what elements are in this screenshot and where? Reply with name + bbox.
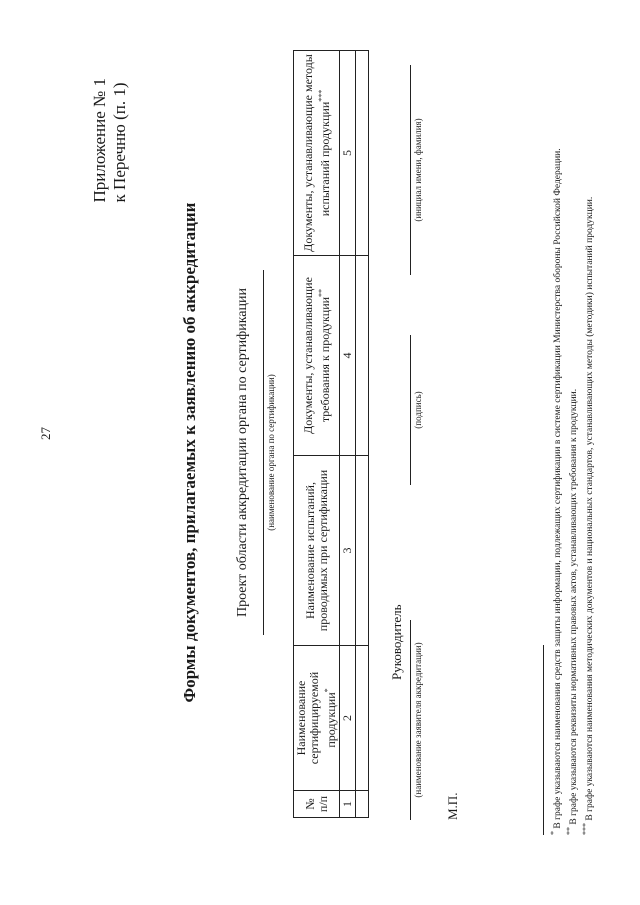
footnote-text: В графе указываются наименования методических документов и национальных стандартов, устанавливающих методы (методики) испытаний продукции. <box>585 196 596 821</box>
appendix-reference <box>90 78 130 202</box>
name-line <box>410 65 411 275</box>
column-number-cell: 5 <box>340 51 356 256</box>
project-label: Проект области аккредитации органа по сертификации <box>235 288 250 617</box>
header-cell-tests <box>294 456 340 646</box>
column-number-cell: 4 <box>340 256 356 456</box>
header-text: Наименование сертифицируемой продукции <box>294 671 338 765</box>
table-cell <box>356 51 369 256</box>
project-underline <box>263 270 264 635</box>
signature-line <box>410 335 411 485</box>
table-cell <box>356 646 369 791</box>
footnote-text: В графе указываются реквизиты нормативных правовых актов, устанавливающих требования к продукции. <box>569 388 580 825</box>
appendix-line-1: Приложение № 1 <box>90 78 109 203</box>
table-row <box>340 51 356 818</box>
header-text: Документы, устанавливающие требования к продукции <box>300 277 332 434</box>
header-cell-requirements <box>294 256 340 456</box>
signatory-role: Руководитель <box>389 604 404 680</box>
header-text: Наименование испытаний, проводимых при сертификации <box>302 469 330 632</box>
page-number: 27 <box>38 427 53 440</box>
table-cell <box>356 456 369 646</box>
footnote-mark: * <box>549 831 558 835</box>
header-cell-number <box>294 791 340 818</box>
footnote-mark: *** <box>581 823 591 835</box>
column-number-cell: 2 <box>340 646 356 791</box>
footnote-text: В графе указываются наименования средств защиты информации, подлежащих сертификации в системе сертификации Министерства обороны Российской Федерации. <box>553 148 564 829</box>
table-row <box>356 51 369 818</box>
accreditation-table <box>293 50 369 818</box>
footnote-item <box>548 35 564 835</box>
footnote-item <box>580 35 596 835</box>
signature-caption: (подпись) <box>413 391 423 429</box>
header-cell-methods <box>294 51 340 256</box>
header-text: Документы, устанавливающие методы испытаний продукции <box>300 54 332 252</box>
header-text: № п/п <box>302 795 330 813</box>
footnote-mark: * <box>323 688 332 693</box>
project-caption: (наименование органа по сертификации) <box>266 374 276 531</box>
document-title: Формы документов, прилагаемых к заявлению об аккредитации <box>180 202 199 703</box>
stamp-place: М.П. <box>445 792 460 820</box>
footnote-mark: ** <box>565 827 575 835</box>
column-number-cell: 3 <box>340 456 356 646</box>
table-cell <box>356 256 369 456</box>
table-header-row <box>294 51 340 818</box>
footnote-mark: ** <box>316 288 326 297</box>
footnote-separator <box>543 645 544 835</box>
name-caption: (инициал имени, фамилия) <box>413 118 423 222</box>
footnotes <box>548 35 596 835</box>
table-cell <box>356 791 369 818</box>
column-number-cell: 1 <box>340 791 356 818</box>
appendix-line-2: к Перечню (п. 1) <box>110 82 129 203</box>
applicant-caption: (наименование заявителя аккредитации) <box>413 642 423 798</box>
footnote-mark: *** <box>316 89 326 102</box>
applicant-line <box>410 620 411 820</box>
footnote-item <box>564 35 580 835</box>
header-cell-product <box>294 646 340 791</box>
